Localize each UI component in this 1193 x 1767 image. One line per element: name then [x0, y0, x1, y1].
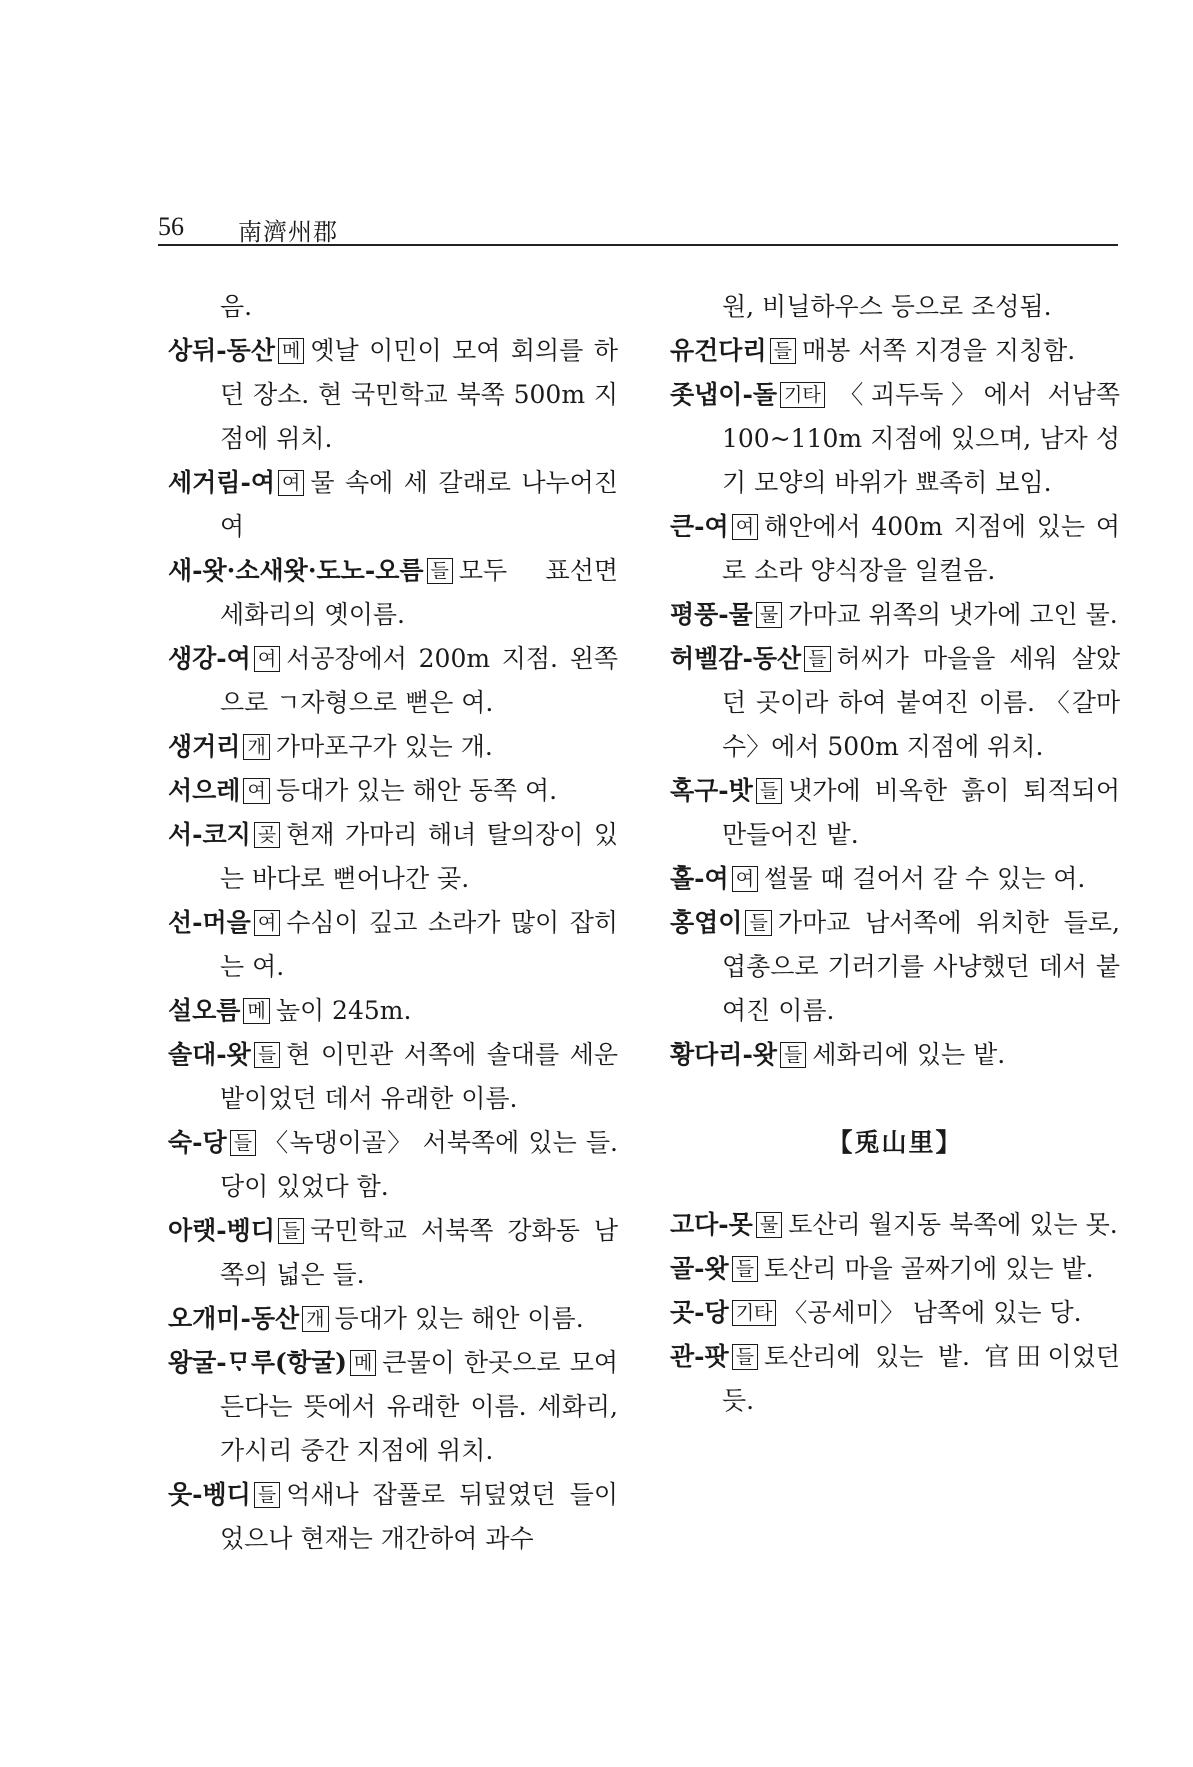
entry-text: 가마포구가 있는 개. [275, 732, 493, 761]
dictionary-entry [168, 1209, 618, 1297]
category-tag: 개 [243, 734, 269, 760]
category-tag: 들 [745, 910, 771, 936]
dictionary-entry [670, 373, 1120, 505]
left-column [168, 285, 618, 1561]
entry-text: 물 속에 세 갈래로 나누어진 여 [220, 468, 618, 541]
entry-text: 매봉 서쪽 지경을 지칭함. [801, 336, 1076, 365]
entry-text: 냇가에 비옥한 흙이 퇴적되어 만들어진 밭. [722, 776, 1120, 849]
dictionary-entry [168, 329, 618, 461]
entry-headword: 생강-여 [168, 644, 251, 673]
entry-text: 세화리에 있는 밭. [812, 1040, 1006, 1069]
dictionary-entry [168, 549, 618, 637]
dictionary-entry [670, 1203, 1120, 1247]
page-number: 56 [158, 212, 184, 241]
section-title: 【兎山里】 [827, 1128, 963, 1157]
entry-text: 〈괴두둑〉에서 서남쪽 100~110m 지점에 있으며, 남자 성기 모양의 바위가 뾰족히 보임. [722, 380, 1120, 497]
entry-text: 토산리에 있는 밭. 官田이었던 듯. [722, 1342, 1120, 1415]
dictionary-entry [670, 1291, 1120, 1335]
entry-text: 현재 가마리 해녀 탈의장이 있는 바다로 뻗어나간 곶. [220, 820, 618, 893]
entry-headword: 서-코지 [168, 820, 251, 849]
entry-headword: 홍엽이 [670, 908, 743, 937]
entry-headword: 혹구-밧 [670, 776, 753, 805]
category-tag: 여 [254, 910, 280, 936]
entry-text: 원, 비닐하우스 등으로 조성됨. [722, 292, 1052, 321]
category-tag: 여 [243, 778, 269, 804]
entry-continuation [670, 285, 1120, 329]
page-header [158, 188, 1118, 246]
entry-headword: 곳-당 [670, 1298, 729, 1327]
dictionary-entry [168, 901, 618, 989]
category-tag: 들 [770, 338, 796, 364]
entry-text: 등대가 있는 해안 동쪽 여. [275, 776, 558, 805]
entry-text: 썰물 때 걸어서 갈 수 있는 여. [764, 864, 1086, 893]
category-tag: 들 [732, 1256, 758, 1282]
dictionary-entry [168, 813, 618, 901]
category-tag: 여 [732, 866, 758, 892]
entry-text: 옛날 이민이 모여 회의를 하던 장소. 현 국민학교 북쪽 500m 지점에 위치. [220, 336, 618, 453]
entry-headword: 세거림-여 [168, 468, 275, 497]
entry-text: 수심이 깊고 소라가 많이 잡히는 여. [220, 908, 618, 981]
entry-headword: 오개미-동산 [168, 1304, 300, 1333]
dictionary-entry [168, 1297, 618, 1341]
category-tag: 들 [804, 646, 830, 672]
entry-headword: 솔대-왓 [168, 1040, 251, 1069]
entry-headword: 설오름 [168, 996, 241, 1025]
entry-text: 현 이민관 서쪽에 솔대를 세운 밭이었던 데서 유래한 이름. [220, 1040, 618, 1113]
entry-continuation [168, 285, 618, 329]
entry-text: 서공장에서 200m 지점. 왼쪽으로 ㄱ자형으로 뻗은 여. [220, 644, 618, 717]
entry-headword: 아랫-벵디 [168, 1216, 275, 1245]
category-tag: 물 [756, 1212, 782, 1238]
entry-headword: 새-왓·소새왓·도노-오름 [168, 556, 424, 585]
category-tag: 들 [756, 778, 782, 804]
category-tag: 들 [254, 1482, 280, 1508]
entry-headword: 골-왓 [670, 1254, 729, 1283]
entry-headword: 관-팟 [670, 1342, 729, 1371]
category-tag: 들 [427, 558, 453, 584]
category-tag: 개 [302, 1306, 328, 1332]
entry-text: 해안에서 400m 지점에 있는 여로 소라 양식장을 일컬음. [722, 512, 1120, 585]
category-tag: 기타 [780, 382, 825, 408]
right-column [670, 285, 1120, 1423]
dictionary-entry [670, 901, 1120, 1033]
category-tag: 들 [254, 1042, 280, 1068]
right-column-bottom [670, 1203, 1120, 1423]
category-tag: 곶 [254, 822, 280, 848]
entry-text: 〈녹댕이골〉 서북쪽에 있는 들. 당이 있었다 함. [220, 1128, 618, 1201]
entry-text: 토산리 월지동 북쪽에 있는 못. [788, 1210, 1118, 1239]
dictionary-entry [168, 1033, 618, 1121]
category-tag: 여 [254, 646, 280, 672]
dictionary-entry [670, 637, 1120, 769]
entry-text: 큰물이 한곳으로 모여든다는 뜻에서 유래한 이름. 세화리, 가시리 중간 지점에 위치. [220, 1348, 618, 1465]
entry-headword: 고다-못 [670, 1210, 753, 1239]
entry-headword: 상뒤-동산 [168, 336, 275, 365]
entry-headword: 큰-여 [670, 512, 729, 541]
dictionary-entry [670, 593, 1120, 637]
entry-headword: 황다리-왓 [670, 1040, 777, 1069]
dictionary-entry [670, 1335, 1120, 1423]
dictionary-entry [670, 769, 1120, 857]
category-tag: 여 [732, 514, 758, 540]
dictionary-entry [670, 1247, 1120, 1291]
dictionary-entry [670, 505, 1120, 593]
entry-text: 토산리 마을 골짜기에 있는 밭. [764, 1254, 1094, 1283]
entry-headword: 평풍-물 [670, 600, 753, 629]
entry-text: 〈공세미〉 남쪽에 있는 당. [782, 1298, 1082, 1327]
category-tag: 들 [732, 1344, 758, 1370]
entry-text: 높이 245m. [275, 996, 412, 1025]
category-tag: 들 [780, 1042, 806, 1068]
category-tag: 물 [756, 602, 782, 628]
category-tag: 들 [278, 1218, 304, 1244]
dictionary-entry [168, 725, 618, 769]
entry-text: 억새나 잡풀로 뒤덮였던 들이었으나 현재는 개간하여 과수 [220, 1480, 618, 1553]
entry-headword: 선-머을 [168, 908, 251, 937]
entry-text: 가마교 남서쪽에 위치한 들로, 엽총으로 기러기를 사냥했던 데서 붙여진 이름. [722, 908, 1120, 1025]
dictionary-entry [168, 637, 618, 725]
entry-headword: 왕굴-ᄆᆞ루(항굴) [168, 1348, 347, 1377]
dictionary-entry [670, 329, 1120, 373]
entry-text: 등대가 있는 해안 이름. [334, 1304, 584, 1333]
entry-text: 가마교 위쪽의 냇가에 고인 물. [788, 600, 1118, 629]
entry-text: 국민학교 서북쪽 강화동 남쪽의 넓은 들. [220, 1216, 618, 1289]
dictionary-entry [670, 1033, 1120, 1077]
entry-headword: 허벨감-동산 [670, 644, 802, 673]
dictionary-entry [168, 769, 618, 813]
category-tag: 메 [243, 998, 269, 1024]
entry-headword: 유건다리 [670, 336, 767, 365]
entry-headword: 생거리 [168, 732, 241, 761]
dictionary-entry [168, 1473, 618, 1561]
entry-headword: 홀-여 [670, 864, 729, 893]
entry-text: 모두 표선면 세화리의 옛이름. [220, 556, 618, 629]
dictionary-entry [168, 1121, 618, 1209]
category-tag: 메 [350, 1350, 376, 1376]
category-tag: 기타 [732, 1300, 777, 1326]
entry-text: 허씨가 마을을 세워 살았던 곳이라 하여 붙여진 이름. 〈갈마수〉에서 500m 지점에 위치. [722, 644, 1120, 761]
category-tag: 메 [278, 338, 304, 364]
category-tag: 여 [278, 470, 304, 496]
dictionary-entry [168, 989, 618, 1033]
dictionary-entry [168, 461, 618, 549]
dictionary-entry [168, 1341, 618, 1473]
entry-headword: 좃냅이-돌 [670, 380, 777, 409]
right-column-top [670, 285, 1120, 1077]
book-title: 南濟州郡 [238, 218, 338, 246]
entry-headword: 숙-당 [168, 1128, 227, 1157]
entry-headword: 웃-벵디 [168, 1480, 251, 1509]
dictionary-entry [670, 857, 1120, 901]
entry-headword: 서으레 [168, 776, 241, 805]
category-tag: 들 [230, 1130, 256, 1156]
entry-text: 음. [220, 292, 253, 321]
